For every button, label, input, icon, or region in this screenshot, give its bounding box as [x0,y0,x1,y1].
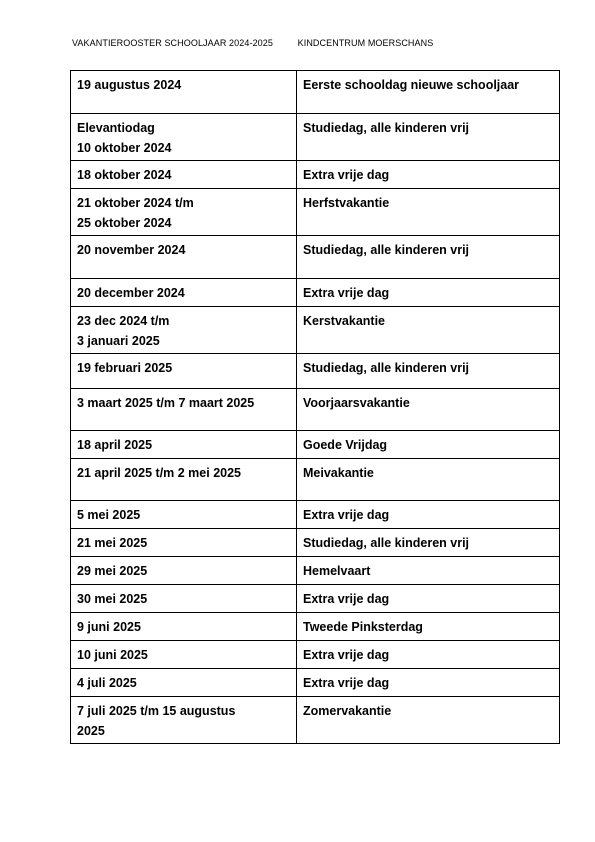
table-row [71,279,560,307]
event-cell: Studiedag, alle kinderen vrij [297,236,560,279]
event-cell: Studiedag, alle kinderen vrij [297,529,560,557]
table-row [71,161,560,189]
holiday-schedule-table [70,70,560,744]
event-cell: Extra vrije dag [297,669,560,697]
event-cell: Tweede Pinksterdag [297,613,560,641]
date-line: 4 juli 2025 [77,676,137,690]
event-cell: Studiedag, alle kinderen vrij [297,114,560,161]
event-cell: Herfstvakantie [297,189,560,236]
date-cell [71,431,297,459]
event-cell: Goede Vrijdag [297,431,560,459]
date-cell [71,354,297,389]
date-line: 20 november 2024 [77,243,186,257]
date-line: 2025 [77,724,105,738]
event-cell: Eerste schooldag nieuwe schooljaar [297,71,560,114]
date-line: 19 augustus 2024 [77,78,182,92]
table-row [71,236,560,279]
date-cell [71,389,297,431]
date-cell [71,189,297,236]
table-row [71,114,560,161]
date-line: 18 april 2025 [77,438,153,452]
table-row [71,431,560,459]
event-cell: Extra vrije dag [297,585,560,613]
date-cell [71,613,297,641]
date-line: 20 december 2024 [77,286,185,300]
date-line: 21 oktober 2024 t/m [77,196,194,210]
date-cell [71,114,297,161]
table-row [71,669,560,697]
date-cell [71,529,297,557]
table-row [71,459,560,501]
organization-name: KINDCENTRUM MOERSCHANS [297,38,434,48]
date-line: Elevantiodag [77,121,155,135]
event-cell: Extra vrije dag [297,161,560,189]
date-cell [71,459,297,501]
date-line: 9 juni 2025 [77,620,141,634]
date-cell [71,641,297,669]
table-row [71,697,560,744]
date-line: 23 dec 2024 t/m [77,314,170,328]
date-cell [71,501,297,529]
date-line: 5 mei 2025 [77,508,141,522]
date-cell [71,557,297,585]
event-cell: Extra vrije dag [297,501,560,529]
table-row [71,585,560,613]
event-cell: Meivakantie [297,459,560,501]
event-cell: Voorjaarsvakantie [297,389,560,431]
table-row [71,71,560,114]
table-row [71,501,560,529]
event-cell: Extra vrije dag [297,641,560,669]
date-line: 10 juni 2025 [77,648,148,662]
date-cell [71,71,297,114]
document-header [72,38,433,48]
date-line: 21 mei 2025 [77,536,148,550]
date-line: 21 april 2025 t/m 2 mei 2025 [77,466,241,480]
date-line: 25 oktober 2024 [77,216,172,230]
event-cell: Extra vrije dag [297,279,560,307]
date-cell [71,236,297,279]
date-line: 3 maart 2025 t/m 7 maart 2025 [77,396,255,410]
date-line: 7 juli 2025 t/m 15 augustus [77,704,236,718]
table-row [71,613,560,641]
table-row [71,354,560,389]
date-line: 3 januari 2025 [77,334,160,348]
table-row [71,557,560,585]
event-cell: Kerstvakantie [297,307,560,354]
date-line: 18 oktober 2024 [77,168,172,182]
table-row [71,529,560,557]
date-cell [71,669,297,697]
table-row [71,307,560,354]
table-row [71,189,560,236]
document-title: VAKANTIEROOSTER SCHOOLJAAR 2024-2025 [72,38,274,48]
date-cell [71,307,297,354]
date-cell [71,585,297,613]
date-cell [71,161,297,189]
date-line: 10 oktober 2024 [77,141,172,155]
date-line: 29 mei 2025 [77,564,148,578]
table-row [71,641,560,669]
date-line: 19 februari 2025 [77,361,173,375]
event-cell: Studiedag, alle kinderen vrij [297,354,560,389]
event-cell: Zomervakantie [297,697,560,744]
date-line: 30 mei 2025 [77,592,148,606]
date-cell [71,697,297,744]
table-row [71,389,560,431]
event-cell: Hemelvaart [297,557,560,585]
date-cell [71,279,297,307]
